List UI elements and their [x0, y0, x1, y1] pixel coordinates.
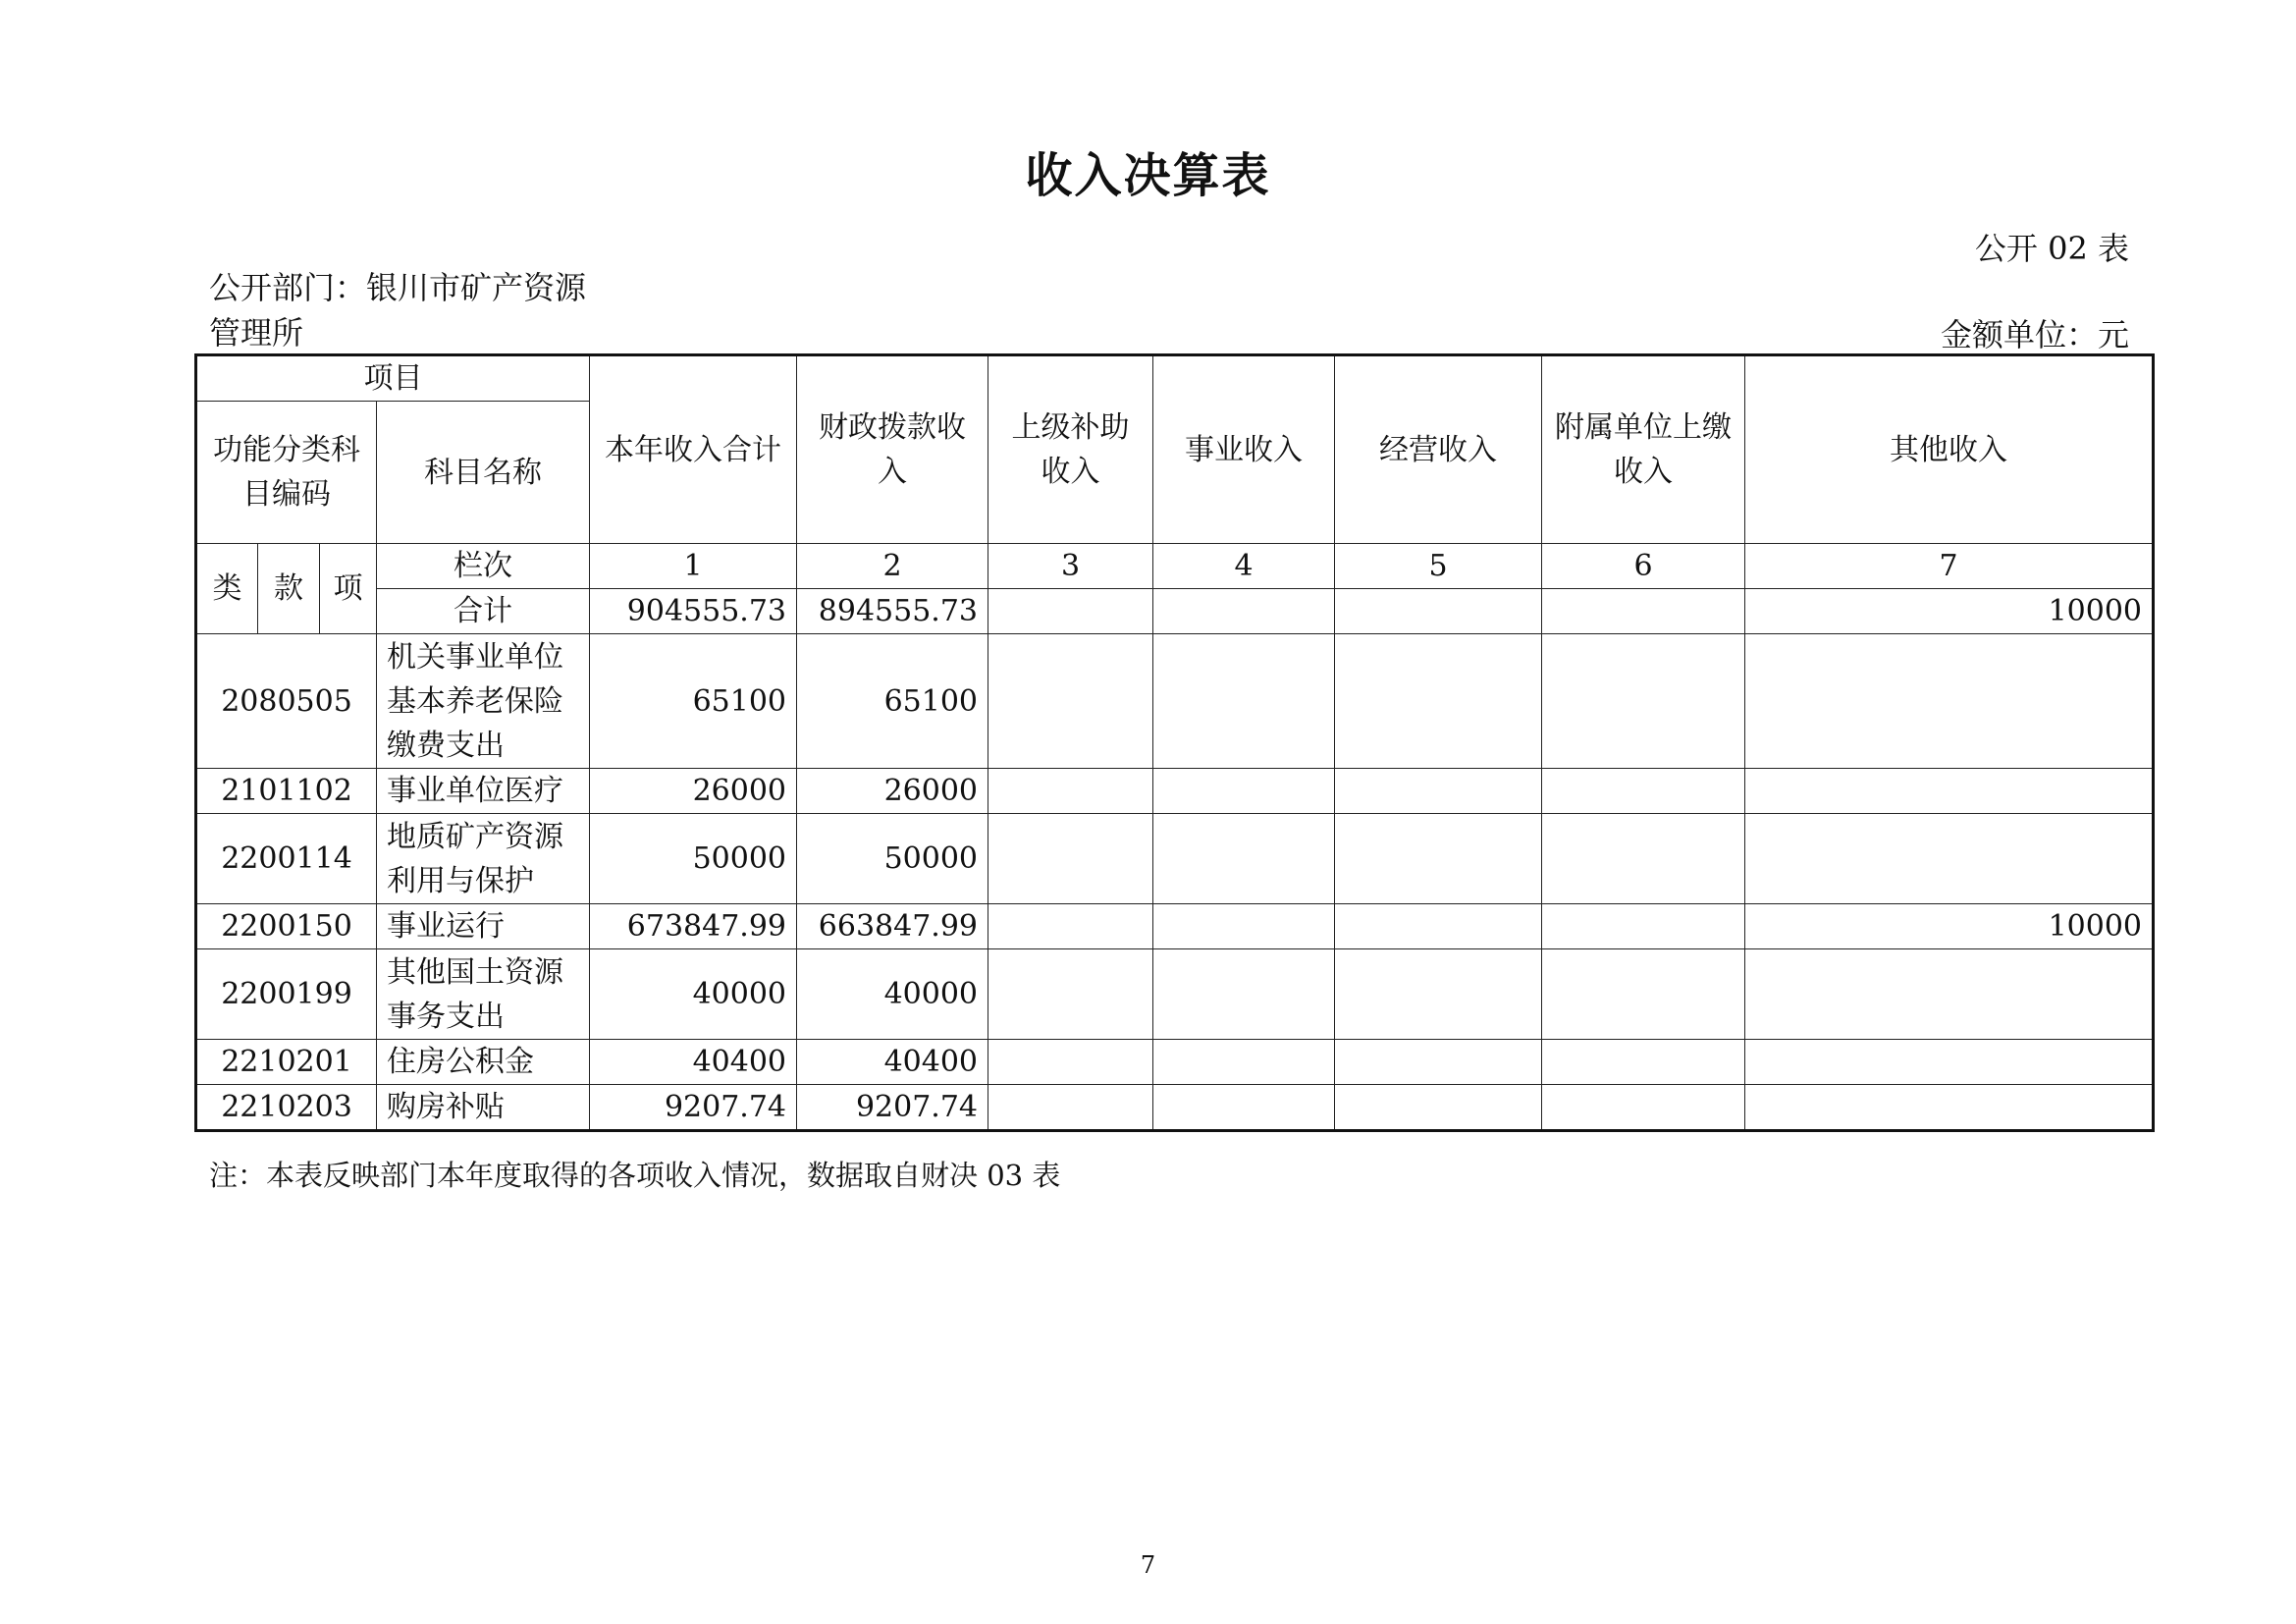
header-lei: 类: [196, 544, 258, 634]
col-num: 7: [1745, 544, 2154, 589]
department-label: 公开部门：银川市矿产资源管理所: [209, 269, 587, 352]
row-code: 2200150: [196, 904, 377, 949]
column-no-label: 栏次: [377, 544, 590, 589]
row-other: [1745, 1085, 2154, 1131]
row-name: 其他国土资源事务支出: [377, 949, 590, 1040]
row-name: 住房公积金: [377, 1040, 590, 1085]
row-code: 2200199: [196, 949, 377, 1040]
sum-other: 10000: [1745, 589, 2154, 634]
sum-total: 904555.73: [590, 589, 797, 634]
row-total: 26000: [590, 769, 797, 814]
header-func-code: 功能分类科目编码: [196, 402, 377, 544]
header-fiscal: 财政拨款收入: [797, 355, 988, 544]
row-fiscal: 50000: [797, 814, 988, 904]
unit-label: 金额单位：元: [1940, 316, 2129, 353]
table-row: [196, 949, 2154, 1040]
row-other: [1745, 814, 2154, 904]
col-num: 2: [797, 544, 988, 589]
header-subject-name: 科目名称: [377, 402, 590, 544]
row-other: 10000: [1745, 904, 2154, 949]
header-xiang: 项: [320, 544, 377, 634]
row-total: 65100: [590, 634, 797, 769]
row-fiscal: 40000: [797, 949, 988, 1040]
col-num: 4: [1153, 544, 1335, 589]
row-name: 事业运行: [377, 904, 590, 949]
row-name: 机关事业单位基本养老保险缴费支出: [377, 634, 590, 769]
row-name: 购房补贴: [377, 1085, 590, 1131]
row-fiscal: 663847.99: [797, 904, 988, 949]
sum-fiscal: 894555.73: [797, 589, 988, 634]
header-kuan: 款: [258, 544, 320, 634]
row-total: 40400: [590, 1040, 797, 1085]
row-code: 2101102: [196, 769, 377, 814]
sum-label: 合计: [377, 589, 590, 634]
row-code: 2210201: [196, 1040, 377, 1085]
col-num: 5: [1335, 544, 1542, 589]
col-num: 3: [988, 544, 1153, 589]
row-fiscal: 65100: [797, 634, 988, 769]
row-name: 事业单位医疗: [377, 769, 590, 814]
header-total-income: 本年收入合计: [590, 355, 797, 544]
row-code: 2210203: [196, 1085, 377, 1131]
row-code: 2080505: [196, 634, 377, 769]
row-total: 9207.74: [590, 1085, 797, 1131]
row-total: 40000: [590, 949, 797, 1040]
table-note: 注：本表反映部门本年度取得的各项收入情况，数据取自财决 03 表: [209, 1159, 1061, 1192]
header-operating: 经营收入: [1335, 355, 1542, 544]
header-business: 事业收入: [1153, 355, 1335, 544]
row-total: 50000: [590, 814, 797, 904]
row-code: 2200114: [196, 814, 377, 904]
table-row: [196, 904, 2154, 949]
row-other: [1745, 634, 2154, 769]
row-other: [1745, 769, 2154, 814]
row-fiscal: 40400: [797, 1040, 988, 1085]
col-num: 1: [590, 544, 797, 589]
table-row: [196, 634, 2154, 769]
header-item: 项目: [196, 355, 590, 402]
row-fiscal: 26000: [797, 769, 988, 814]
row-other: [1745, 949, 2154, 1040]
row-name: 地质矿产资源利用与保护: [377, 814, 590, 904]
table-row: [196, 1085, 2154, 1131]
table-row: [196, 769, 2154, 814]
row-other: [1745, 1040, 2154, 1085]
page-number: 7: [1140, 1551, 1156, 1579]
form-number: 公开 02 表: [1974, 230, 2129, 267]
income-table: [194, 353, 2155, 1132]
header-affiliated: 附属单位上缴收入: [1542, 355, 1745, 544]
page-title: 收入决算表: [1025, 148, 1271, 203]
table-row: [196, 1040, 2154, 1085]
col-num: 6: [1542, 544, 1745, 589]
header-other: 其他收入: [1745, 355, 2154, 544]
row-total: 673847.99: [590, 904, 797, 949]
row-fiscal: 9207.74: [797, 1085, 988, 1131]
table-row: [196, 814, 2154, 904]
header-superior: 上级补助收入: [988, 355, 1153, 544]
